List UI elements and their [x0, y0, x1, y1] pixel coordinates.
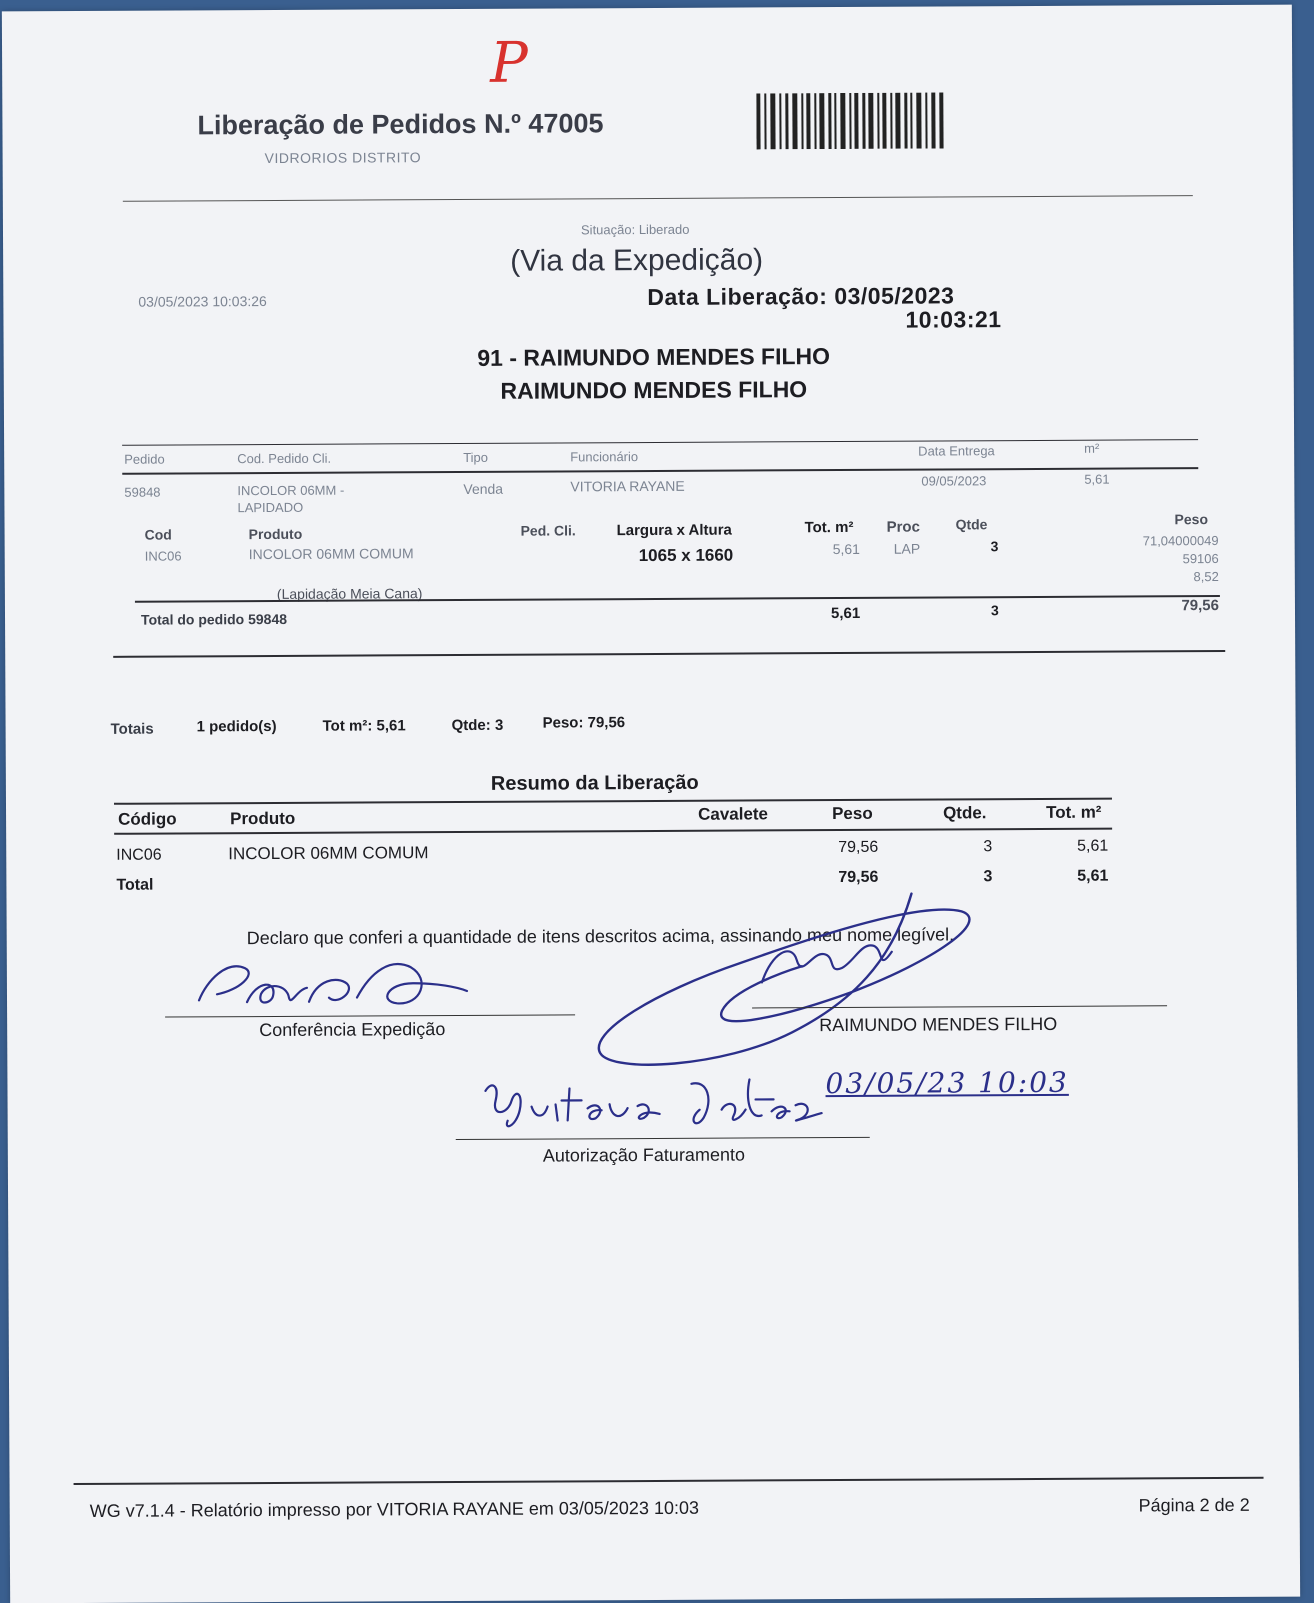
- item-col-peso: Peso: [1174, 511, 1209, 528]
- summary-title: Resumo da Liberação: [490, 771, 699, 795]
- footer-page-number: Página 2 de 2: [1138, 1494, 1250, 1516]
- item-product: INCOLOR 06MM COMUM: [248, 545, 414, 563]
- item-quantity: 3: [990, 538, 999, 555]
- order-table-bottom-rule: [113, 650, 1225, 658]
- printed-timestamp: 03/05/2023 10:03:26: [138, 293, 267, 310]
- summary-col-peso: Peso: [832, 803, 873, 824]
- col-cod-pedido-cli: Cod. Pedido Cli.: [237, 450, 332, 467]
- copy-label: (Via da Expedição): [510, 243, 764, 278]
- summary-total-m2: 5,61: [1077, 867, 1109, 885]
- col-pedido: Pedido: [124, 451, 165, 467]
- order-table-top-rule: [122, 439, 1198, 446]
- summary-row-m2: 5,61: [1077, 837, 1109, 855]
- col-data-entrega: Data Entrega: [918, 443, 995, 459]
- order-delivery-date: 09/05/2023: [921, 473, 987, 489]
- release-time: 10:03:21: [905, 306, 1002, 333]
- order-employee: VITORIA RAYANE: [570, 477, 685, 495]
- summary-col-cavalete: Cavalete: [698, 804, 769, 824]
- order-total-qtde: 3: [990, 602, 999, 619]
- company-name: VIDRORIOS DISTRITO: [264, 149, 422, 167]
- totals-m2: Tot m²: 5,61: [322, 717, 406, 735]
- item-weight-line3: 8,52: [1193, 569, 1219, 585]
- footer-print-info: WG v7.1.4 - Relatório impresso por VITORIA RAYANE em 03/05/2023 10:03: [89, 1497, 700, 1521]
- totals-label: Totais: [110, 720, 154, 738]
- order-client-code: INCOLOR 06MM - LAPIDADO: [237, 482, 345, 516]
- signature-label-faturamento: Autorização Faturamento: [542, 1144, 745, 1166]
- item-dimensions: 1065 x 1660: [638, 545, 734, 566]
- summary-row-code: INC06: [116, 846, 162, 864]
- client-name-secondary: RAIMUNDO MENDES FILHO: [500, 376, 808, 404]
- document-page: [2, 5, 1300, 1603]
- totals-peso: Peso: 79,56: [542, 714, 626, 732]
- item-weight-line2: 59106: [1182, 551, 1219, 567]
- order-total-m2: 5,61: [830, 604, 861, 623]
- totals-qtde: Qtde: 3: [451, 716, 504, 735]
- status-line: Situação: Liberado: [580, 221, 690, 238]
- order-header-rule: [122, 467, 1198, 475]
- declaration-text: Declaro que conferi a quantidade de itens descritos acima, assinando meu nome legível.: [246, 924, 955, 949]
- summary-col-tot-m2: Tot. m²: [1045, 802, 1102, 822]
- order-total-label: Total do pedido 59848: [140, 610, 288, 628]
- summary-col-qtde: Qtde.: [943, 803, 987, 823]
- signature-conferencia: [187, 949, 487, 1021]
- footer-rule: [74, 1477, 1264, 1485]
- signature-client: [591, 881, 992, 1083]
- item-col-ped-cli: Ped. Cli.: [520, 522, 576, 539]
- order-number: 59848: [124, 484, 161, 500]
- totals-pedidos: 1 pedido(s): [196, 717, 277, 736]
- signature-label-client: RAIMUNDO MENDES FILHO: [819, 1013, 1058, 1036]
- summary-col-produto: Produto: [230, 808, 296, 829]
- item-col-cod: Cod: [144, 526, 172, 543]
- summary-row-product: INCOLOR 06MM COMUM: [228, 843, 429, 864]
- summary-row-weight: 79,56: [838, 838, 879, 857]
- client-name: 91 - RAIMUNDO MENDES FILHO: [477, 343, 831, 371]
- signature-faturamento: [477, 1069, 837, 1141]
- order-m2: 5,61: [1084, 471, 1110, 487]
- item-code: INC06: [144, 548, 182, 564]
- col-m2: m²: [1084, 440, 1100, 456]
- item-col-tot-m2: Tot. m²: [804, 518, 854, 537]
- col-tipo: Tipo: [463, 449, 489, 465]
- item-col-largura-altura: Largura x Altura: [616, 521, 732, 540]
- item-weight: 71,04000049: [1142, 533, 1219, 549]
- summary-total-qtde: 3: [983, 868, 993, 886]
- summary-total-weight: 79,56: [838, 868, 879, 887]
- document-title: Liberação de Pedidos N.º 47005: [197, 108, 604, 141]
- item-process: LAP: [893, 540, 921, 557]
- header-divider: [123, 195, 1193, 202]
- barcode-icon: [756, 92, 946, 149]
- col-funcionario: Funcionário: [570, 449, 639, 465]
- item-tot-m2: 5,61: [832, 540, 860, 558]
- order-type: Venda: [463, 480, 504, 497]
- item-col-proc: Proc: [886, 518, 920, 536]
- item-col-qtde: Qtde: [955, 516, 988, 533]
- release-date: Data Liberação: 03/05/2023: [647, 282, 955, 311]
- item-col-produto: Produto: [248, 525, 303, 543]
- summary-total-label: Total: [116, 876, 154, 894]
- handwritten-mark: P: [489, 30, 528, 96]
- handwritten-date: 03/05/23 10:03: [825, 1065, 1069, 1101]
- summary-row-qtde: 3: [983, 838, 993, 856]
- item-processing-note: (Lapidação Meia Cana): [276, 585, 423, 602]
- order-total-weight: 79,56: [1181, 597, 1220, 615]
- signature-label-conferencia: Conferência Expedição: [259, 1019, 446, 1041]
- summary-col-codigo: Código: [118, 809, 177, 829]
